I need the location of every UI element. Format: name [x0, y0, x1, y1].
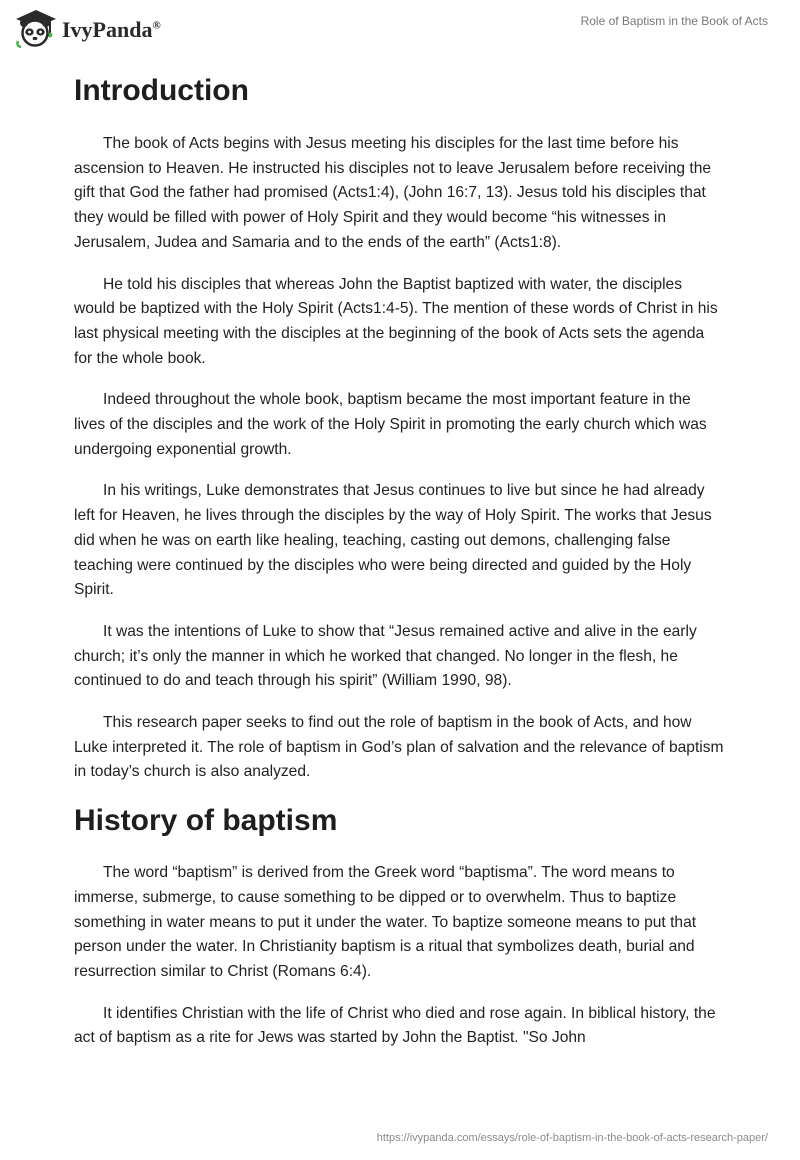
registered-mark: ®: [152, 19, 161, 32]
section-heading-introduction: Introduction: [74, 74, 249, 107]
panda-logo-icon: [14, 8, 58, 48]
document-title: Role of Baptism in the Book of Acts: [580, 14, 768, 28]
source-url-link[interactable]: https://ivypanda.com/essays/role-of-baptism-in-the-book-of-acts-research-paper/: [376, 1132, 768, 1144]
paragraph: It identifies Christian with the life of Christ who died and rose again. In biblical history, the act of baptism as a rite for Jews was started by John the Baptist. "So John: [74, 1004, 716, 1047]
section-heading-history: History of baptism: [74, 804, 338, 838]
brand-name: IvyPanda®: [62, 17, 161, 42]
logo[interactable]: [14, 8, 161, 48]
paragraph: He told his disciples that whereas John the Baptist baptized with water, the disciples would be baptized with the Holy Spirit (Acts1:4-5). The mention of these words of Christ in his last physical meeting with the disciples at the beginning of the book of Acts sets the agenda for the whole book.: [74, 275, 718, 367]
page-header: [0, 0, 800, 70]
paragraph: This research paper seeks to find out the role of baptism in the book of Acts, and how Luke interpreted it. The role of baptism in God’s plan of salvation and the relevance of baptism in today’s church is also analyzed.: [74, 714, 724, 781]
paragraph: In his writings, Luke demonstrates that Jesus continues to live but since he had already left for Heaven, he lives through the disciples by the way of Holy Spirit. The works that Jesus did when he was on earth like healing, teaching, casting out demons, challenging false teaching were continued by the disciples who were being directed and guided by the Holy Spirit.: [74, 482, 712, 599]
paragraph: The book of Acts begins with Jesus meeting his disciples for the last time before his ascension to Heaven. He instructed his disciples not to leave Jerusalem before receiving the gift that God the father had promised (Acts1:4), (John 16:7, 13). Jesus told his disciples that they would be filled with power of Holy Spirit and they would become “his witnesses in Jerusalem, Judea and Samaria and to the ends of the earth” (Acts1:8).: [74, 135, 712, 251]
paragraph: The word “baptism” is derived from the Greek word “baptisma”. The word means to immerse, submerge, to cause something to be dipped or to overwhelm. Thus to baptize something in water means to put it under the water. To baptize someone means to put that person under the water. In Christianity baptism is a ritual that symbolizes death, burial and resurrection similar to Christ (Romans 6:4).: [74, 864, 697, 980]
article-content: [74, 72, 726, 1068]
paragraph: Indeed throughout the whole book, baptism became the most important feature in the lives of the disciples and the work of the Holy Spirit in promoting the early church which was undergoing exponential growth.: [74, 391, 707, 458]
paragraph: It was the intentions of Luke to show that “Jesus remained active and alive in the early church; it’s only the manner in which he worked that changed. No longer in the flesh, he continued to do and teach through his spirit” (William 1990, 98).: [74, 622, 697, 690]
